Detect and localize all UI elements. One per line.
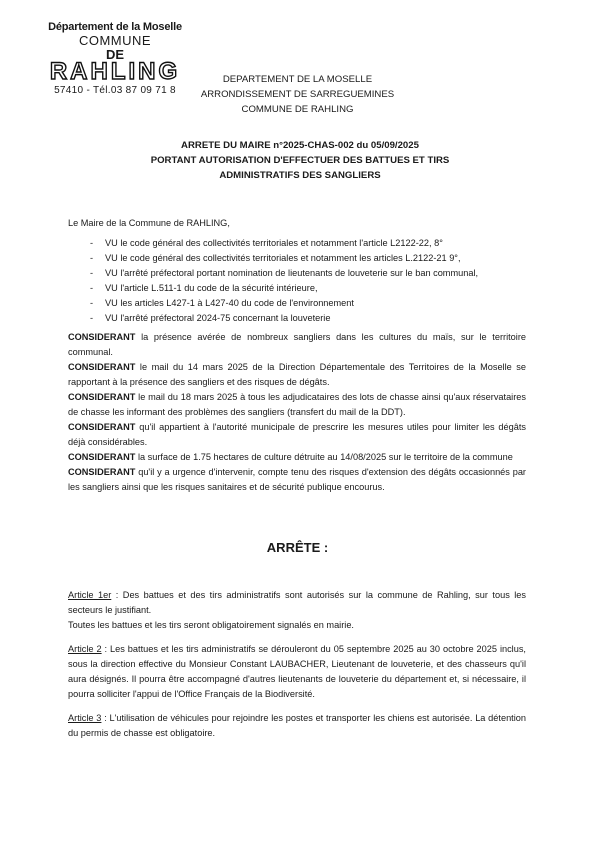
article-2 — [68, 642, 526, 702]
stamp-department: Département de la Moselle — [48, 21, 182, 33]
municipal-stamp — [40, 22, 190, 96]
considerant-paragraph — [68, 420, 526, 450]
considerant-text: qu'il appartient à l'autorité municipale de prescrire les mesures utiles pour limiter les dégâts déjà considérables. — [68, 422, 526, 447]
article-label: Article 3 — [68, 713, 102, 723]
considerant-text: le mail du 14 mars 2025 de la Direction Départementale des Territoires de la Moselle se rapportant à la présence des sangliers et des risques de dégâts. — [68, 362, 526, 387]
considerant-text: la surface de 1.75 hectares de culture détruite au 14/08/2025 sur le territoire de la commune — [135, 452, 513, 462]
arrete-heading: ARRÊTE : — [266, 540, 329, 555]
considerant-text: la présence avérée de nombreux sangliers dans les cultures du maïs, sur le territoire communal. — [68, 332, 526, 357]
vu-item: - VU l'arrêté préfectoral portant nomination de lieutenants de louveterie sur le ban communal, — [90, 266, 526, 281]
title-line-3: ADMINISTRATIFS DES SANGLIERS — [219, 170, 381, 181]
header-arrondissement: ARRONDISSEMENT DE SARREGUEMINES — [200, 89, 395, 100]
vu-item: - VU les articles L427-1 à L427-40 du code de l'environnement — [90, 296, 526, 311]
header-department: DEPARTEMENT DE LA MOSELLE — [222, 74, 373, 85]
stamp-commune: COMMUNE — [78, 33, 152, 48]
article-paragraph — [68, 588, 526, 618]
article-3 — [68, 711, 526, 741]
article-text: : L'utilisation de véhicules pour rejoindre les postes et transporter les chiens est autorisée. La détention du permis de chasse est obligatoire. — [68, 713, 526, 738]
title-line-2: PORTANT AUTORISATION D'EFFECTUER DES BATTUES ET TIRS — [150, 155, 450, 166]
article-label: Article 1er — [68, 590, 112, 600]
header-commune: COMMUNE DE RAHLING — [241, 104, 354, 115]
articles — [68, 588, 526, 750]
vu-item: - VU l'arrêté préfectoral 2024-75 concernant la louveterie — [90, 311, 526, 326]
article-paragraph: Toutes les battues et les tirs seront obligatoirement signalés en mairie. — [68, 620, 354, 630]
stamp-rahling: RAHLING — [49, 58, 181, 85]
considerant-paragraph — [68, 330, 526, 360]
considerant-keyword: CONSIDERANT — [68, 332, 136, 342]
considerant-keyword: CONSIDERANT — [68, 467, 136, 477]
vu-list — [90, 236, 526, 326]
vu-item: - VU le code général des collectivités territoriales et notamment les articles L.2122-21 9°, — [90, 251, 526, 266]
considerant-paragraph — [68, 465, 526, 495]
considerants — [68, 330, 526, 495]
vu-item: - VU l'article L.511-1 du code de la sécurité intérieure, — [90, 281, 526, 296]
article-paragraph — [68, 642, 526, 702]
stamp-address: 57410 - Tél.03 87 09 71 8 — [54, 85, 176, 96]
article-text: : Des battues et des tirs administratifs sont autorisés sur la commune de Rahling, sur tous les secteurs le justifiant. — [68, 590, 527, 615]
considerant-keyword: CONSIDERANT — [68, 392, 136, 402]
considerant-paragraph — [68, 450, 526, 465]
article-label: Article 2 — [68, 644, 102, 654]
vu-item: - VU le code général des collectivités territoriales et notamment l'article L2122-22, 8° — [90, 236, 526, 251]
considerant-paragraph — [68, 390, 526, 420]
document-header — [180, 72, 415, 117]
considerant-paragraph — [68, 360, 526, 390]
considerant-keyword: CONSIDERANT — [68, 422, 136, 432]
article-1 — [68, 588, 526, 633]
intro-line: Le Maire de la Commune de RAHLING, — [68, 218, 230, 228]
document-title — [60, 138, 540, 183]
considerant-text: qu'il y a urgence d'intervenir, compte tenu des risques d'extension des dégâts occasionnés par les sangliers ainsi que les risques sanitaires et de sécurité publique encourus. — [68, 467, 526, 492]
article-paragraph — [68, 711, 526, 741]
considerant-keyword: CONSIDERANT — [68, 362, 136, 372]
considerant-text: le mail du 18 mars 2025 à tous les adjudicataires des lots de chasse ainsi qu'aux réservataires de chasse les informant des problèmes des sangliers (transfert du mail de la DDT). — [68, 392, 526, 417]
article-text: : Les battues et les tirs administratifs se dérouleront du 05 septembre 2025 au 30 octobre 2025 inclus, sous la direction effective du Monsieur Constant LAUBACHER, Lieutenant de louveterie, et des chasseurs qu'il aura désignés. Il pourra être accompagné d'autres lieutenants de louveterie du département et, si nécessaire, il pourra solliciter l'appui de l'Office Français de la Biodiversité. — [68, 644, 526, 699]
considerant-keyword: CONSIDERANT — [68, 452, 136, 462]
document-body — [68, 216, 526, 495]
stamp-de: DE — [105, 47, 125, 62]
title-line-1: ARRETE DU MAIRE n°2025-CHAS-002 du 05/09/2025 — [181, 140, 419, 151]
